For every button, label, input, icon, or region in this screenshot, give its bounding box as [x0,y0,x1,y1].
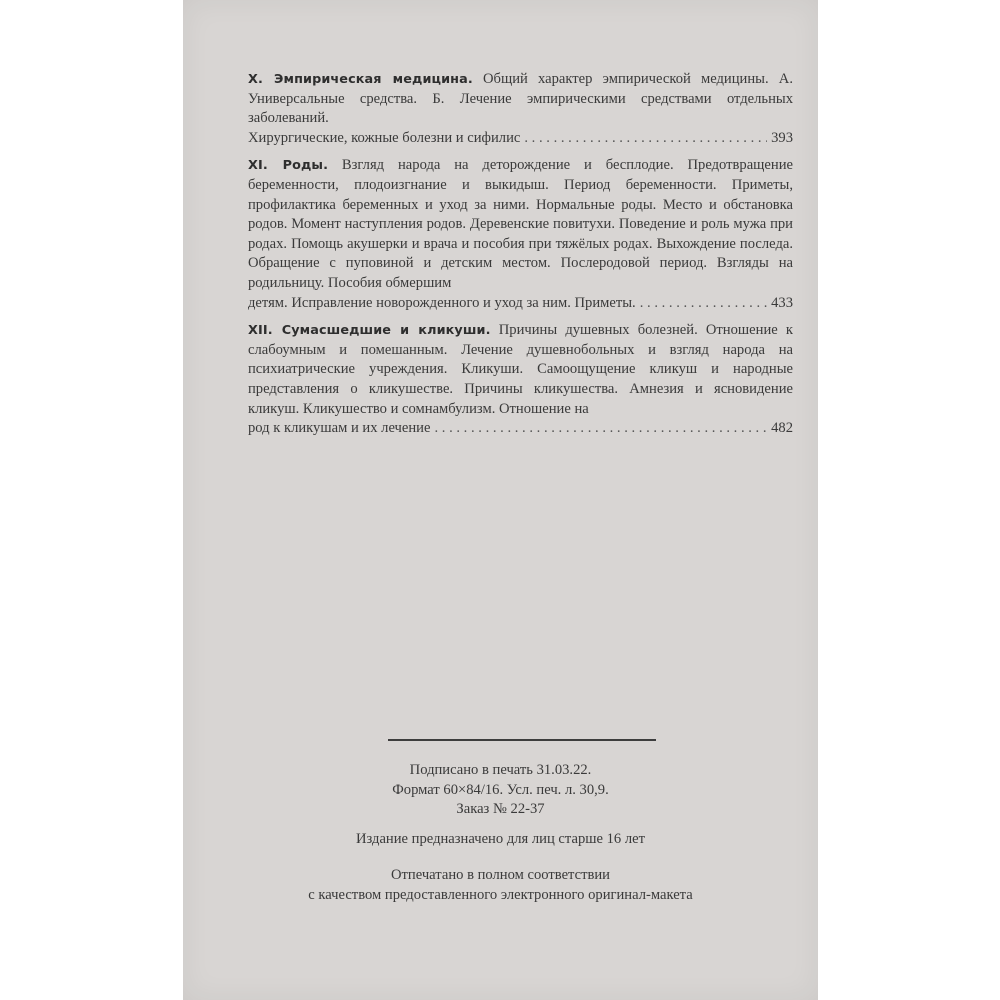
age-rating [183,830,818,850]
printing-note [183,866,818,905]
dot-leader [640,294,767,314]
chapter-description-end: Хирургические, кожные болезни и сифилис [248,129,521,146]
chapter-last-line [248,294,793,314]
horizontal-rule [388,739,656,741]
printing-note-line-1: Отпечатано в полном соответствии [391,867,610,883]
page-number: 482 [771,420,793,437]
page-number: 393 [771,129,793,146]
age-rating-text: Издание предназначено для лиц старше 16 лет [355,831,645,847]
chapter-heading: XII. Сумасшедшие и кликуши. [248,323,491,339]
table-of-contents [248,70,793,447]
chapter-heading: XI. Роды. [248,158,329,174]
format-info: Формат 60×84/16. Усл. печ. л. 30,9. [392,781,609,798]
chapter-description: Взгляд народа на деторождение и бесплодие. Предотвращение беременности, плодоизгнание и выкидыш. Период беременности. Приметы, профилактика беременных и уход за ними. Нормальные роды. Место и обстановка родов. Момент наступления родов. Деревенские повитухи. Поведение и роль мужа при родах. Помощь акушерки и врача и пособия при тяжёлых родах. Выхождение последа. Обращение с пуповиной и детским местом. Послеродовой период. Взгляды на родильницу. Пособия обмершим [248,157,793,291]
chapter-description-end: род к кликушам и их лечение [248,420,431,437]
chapter-description-end: детям. Исправление новорожденного и уход за ним. Приметы. [248,294,636,311]
dot-leader [434,419,767,439]
page-number: 433 [771,294,793,311]
printing-note-line-2: с качеством предоставленного электронного оригинал-макета [308,886,693,903]
chapter-last-line [248,419,793,439]
toc-entry-chapter-12 [248,321,793,439]
dot-leader [524,129,767,149]
book-page [183,0,818,1000]
chapter-description: Общий характер эмпирической медицины. А. Универсальные средства. Б. Лечение эмпирическими средствами отдельных заболеваний. [248,71,793,127]
chapter-last-line [248,129,793,149]
chapter-description: Причины душевных болезней. Отношение к слабоумным и помешанным. Лечение душевнобольных и взгляд народа на психиатрические учреждения. Кликуши. Самоощущение кликуш и народные представления о кликушестве. Причины кликушества. Амнезия и ясновидение кликуш. Кликушество и сомнамбулизм. Отношение на [248,322,793,417]
toc-entry-chapter-10 [248,70,793,148]
print-info [183,761,818,820]
toc-entry-chapter-11 [248,156,793,313]
chapter-heading: X. Эмпирическая медицина. [248,72,473,87]
order-number: Заказ № 22-37 [456,801,545,818]
signed-to-print-date: Подписано в печать 31.03.22. [409,762,592,778]
